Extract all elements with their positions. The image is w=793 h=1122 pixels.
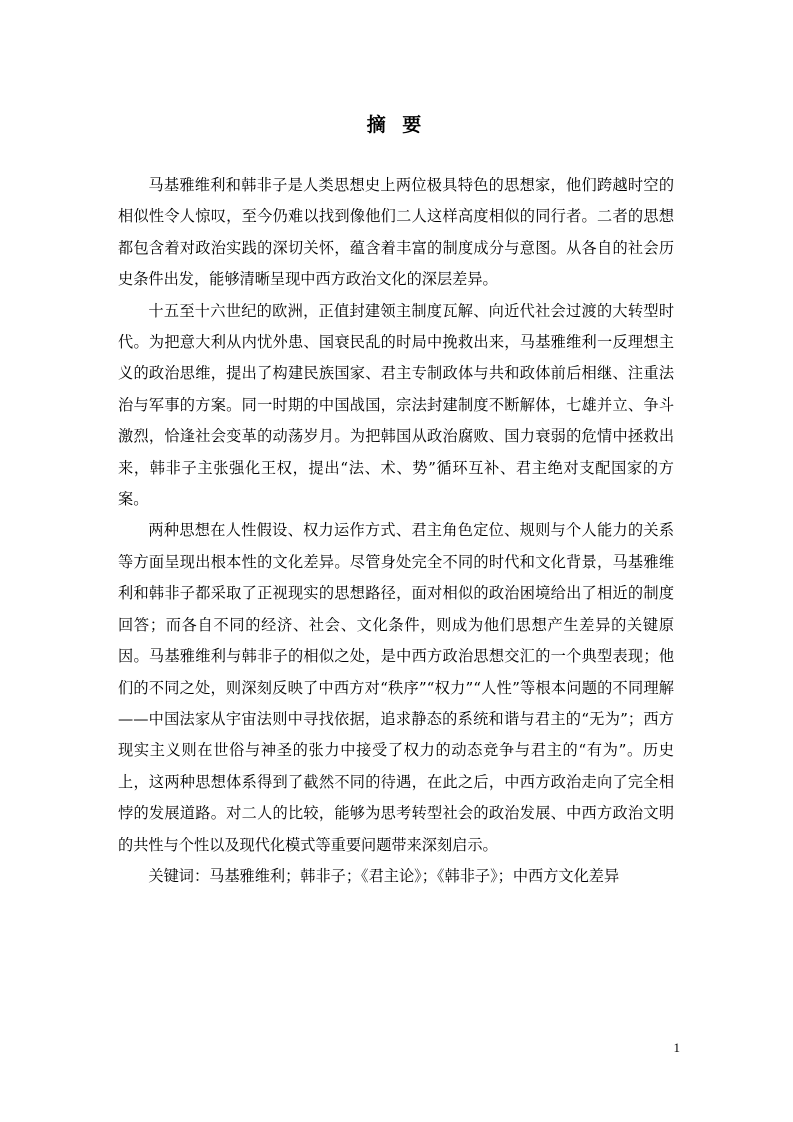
abstract-paragraph-3: 两种思想在人性假设、权力运作方式、君主角色定位、规则与个人能力的关系等方面呈现出根本性的文化差异。尽管身处完全不同的时代和文化背景，马基雅维利和韩非子都采取了正视现实的思想路径，面对相似的政治困境给出了相近的制度回答；而各自不同的经济、社会、文化条件，则成为他们思想产生差异的关键原因。马基雅维利与韩非子的相似之处，是中西方政治思想交汇的一个典型表现；他们的不同之处，则深刻反映了中西方对“秩序”“权力”“人性”等根本问题的不同理解——中国法家从宇宙法则中寻找依据，追求静态的系统和谐与君主的“无为”；西方现实主义则在世俗与神圣的张力中接受了权力的动态竞争与君主的“有为”。历史上，这两种思想体系得到了截然不同的待遇，在此之后，中西方政治走向了完全相悖的发展道路。对二人的比较，能够为思考转型社会的政治发展、中西方政治文明的共性与个性以及现代化模式等重要问题带来深刻启示。 — [118, 521, 674, 854]
page-title: 摘 要 — [366, 114, 427, 136]
abstract-paragraph-2: 十五至十六世纪的欧洲，正值封建领主制度瓦解、向近代社会过渡的大转型时代。为把意大利从内忧外患、国衰民乱的时局中挽救出来，马基雅维利一反理想主义的政治思维，提出了构建民族国家、君主专制政体与共和政体前后相继、注重法治与军事的方案。同一时期的中国战国，宗法封建制度不断解体，七雄并立、争斗激烈，恰逢社会变革的动荡岁月。为把韩国从政治腐败、国力衰弱的危情中拯救出来，韩非子主张强化王权，提出“法、术、势”循环互补、君主绝对支配国家的方案。 — [118, 301, 674, 509]
page-number: 1 — [673, 1040, 680, 1055]
abstract-paragraph-1: 马基雅维利和韩非子是人类思想史上两位极具特色的思想家，他们跨越时空的相似性令人惊叹，至今仍难以找到像他们二人这样高度相似的同行者。二者的思想都包含着对政治实践的深切关怀，蕴含着丰富的制度成分与意图。从各自的社会历史条件出发，能够清晰呈现中西方政治文化的深层差异。 — [118, 176, 674, 289]
keywords-line: 关键词：马基雅维利；韩非子；《君主论》；《韩非子》；中西方文化差异 — [148, 866, 620, 885]
abstract-body — [118, 170, 674, 892]
